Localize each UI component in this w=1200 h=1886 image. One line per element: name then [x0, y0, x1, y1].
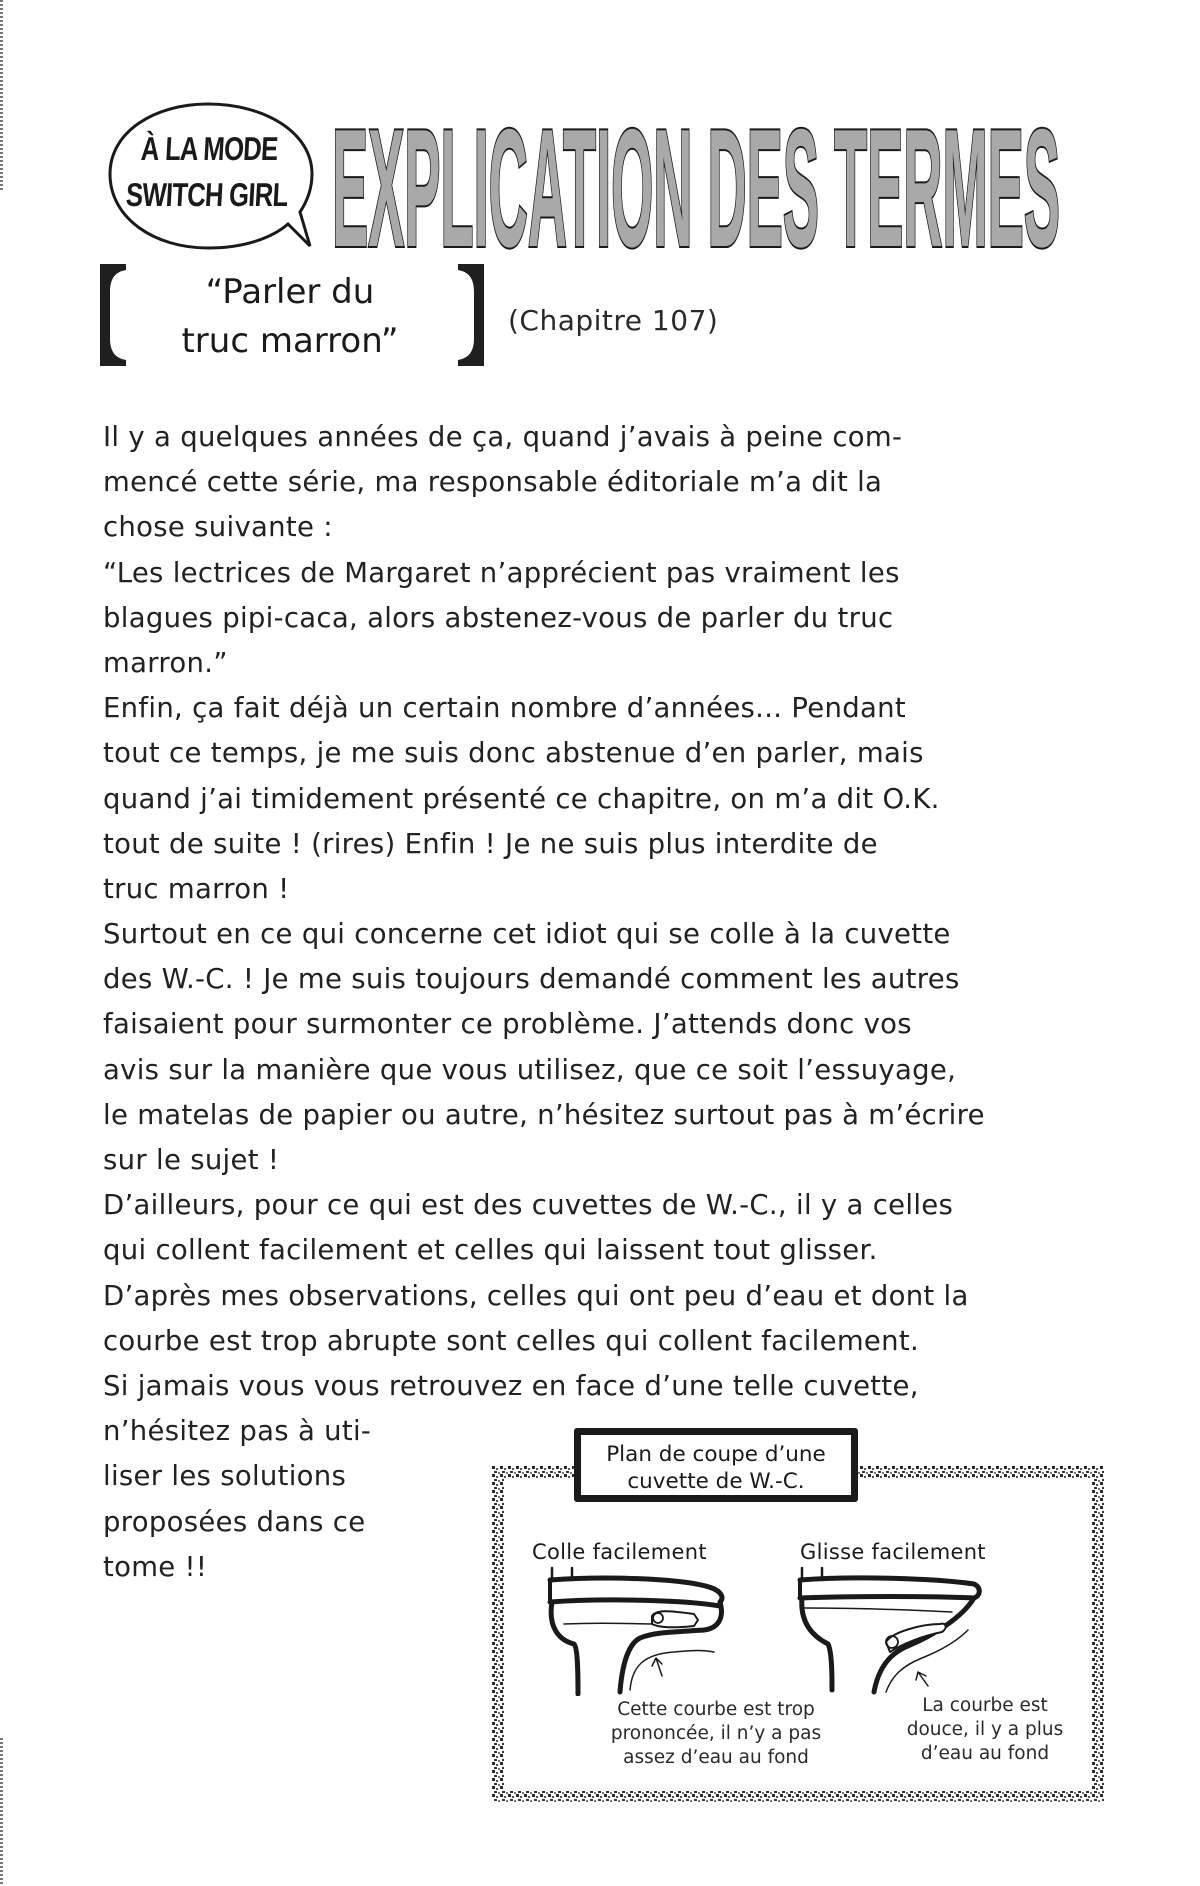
body-text-line: tout ce temps, je me suis donc abstenue d’en parler, mais: [103, 737, 924, 770]
body-text-line: sur le sujet !: [103, 1144, 280, 1176]
page-title-graphic: [326, 100, 1066, 260]
body-text-line: marron.”: [103, 646, 228, 679]
caption-gentle-curve: [876, 1694, 1094, 1766]
term-heading-line-2: truc marron”: [181, 321, 399, 361]
body-text-line: n’hésitez pas à uti-: [103, 1415, 372, 1448]
page-title: [326, 100, 1066, 260]
label-sticks-easily: Colle facilement: [532, 1540, 707, 1564]
right-bracket-icon: [454, 262, 488, 368]
body-text-line: des W.-C. ! Je me suis toujours demandé comment les autres: [103, 963, 960, 996]
caption-gentle-line-3: d’eau au fond: [920, 1743, 1050, 1764]
body-text-line: chose suivante :: [103, 511, 333, 544]
body-text-line: Surtout en ce qui concerne cet idiot qui se colle à la cuvette: [103, 918, 951, 951]
body-text-line: mencé cette série, ma responsable éditoriale m’a dit la: [103, 466, 883, 499]
term-heading: [140, 268, 440, 366]
caption-gentle-line-1: La courbe est: [922, 1695, 1048, 1716]
body-text-line: truc marron !: [103, 872, 290, 905]
page-title-text: EXPLICATION DES TERMES: [332, 100, 1060, 260]
page-edge-dots: [0, 1738, 3, 1886]
toilet-cross-section-diagram: [492, 1442, 1104, 1802]
body-text-line: tout de suite ! (rires) Enfin ! Je ne suis plus interdite de: [103, 827, 878, 860]
diagram-title-box: [574, 1428, 858, 1502]
body-text-line: Il y a quelques années de ça, quand j’avais à peine com-: [103, 421, 903, 453]
body-text: [103, 415, 1063, 1590]
caption-gentle-line-2: douce, il y a plus: [906, 1719, 1064, 1740]
diagram-title-line-1: Plan de coupe d’une: [606, 1442, 826, 1467]
body-text-line: D’après mes observations, celles qui ont peu d’eau et dont la: [103, 1279, 969, 1312]
body-text-line: qui collent facilement et celles qui laissent tout glisser.: [103, 1234, 878, 1267]
page-edge-dots: [0, 0, 3, 190]
body-text-line: D’ailleurs, pour ce qui est des cuvettes de W.-C., il y a celles: [103, 1189, 954, 1222]
body-text-line: le matelas de papier ou autre, n’hésitez surtout pas à m’écrire: [103, 1098, 985, 1131]
body-text-line: blagues pipi-caca, alors abstenez-vous de parler du truc: [103, 601, 894, 634]
caption-steep-line-3: assez d’eau au fond: [623, 1747, 809, 1768]
body-text-line: “Les lectrices de Margaret n’apprécient pas vraiment les: [103, 556, 900, 589]
series-name-line-2: SWITCH GIRL: [124, 176, 289, 213]
chapter-reference: (Chapitre 107): [508, 304, 719, 337]
diagram-title-line-2: cuvette de W.-C.: [627, 1469, 805, 1494]
toilet-gentle-curve-icon: [792, 1566, 992, 1696]
series-name-line-1: À LA MODE: [140, 130, 279, 167]
body-text-line: courbe est trop abrupte sont celles qui collent facilement.: [103, 1324, 920, 1357]
caption-steep-curve: [596, 1698, 836, 1770]
term-heading-line-1: “Parler du: [205, 272, 375, 312]
series-name: [124, 126, 291, 218]
body-text-line: proposées dans ce: [103, 1505, 366, 1538]
series-speech-bubble: [104, 100, 312, 252]
label-slides-easily: Glisse facilement: [800, 1540, 986, 1564]
body-text-line: avis sur la manière que vous utilisez, que ce soit l’essuyage,: [103, 1053, 957, 1086]
body-text-line: Si jamais vous vous retrouvez en face d’une telle cuvette,: [103, 1369, 919, 1402]
caption-steep-line-2: prononcée, il n’y a pas: [610, 1723, 822, 1744]
body-text-line: quand j’ai timidement présenté ce chapitre, on m’a dit O.K.: [103, 782, 940, 815]
left-bracket-icon: [96, 262, 130, 368]
body-text-line: faisaient pour surmonter ce problème. J’attends donc vos: [103, 1008, 912, 1041]
body-text-line: tome !!: [103, 1550, 208, 1583]
body-text-line: liser les solutions: [103, 1460, 347, 1493]
caption-steep-line-1: Cette courbe est trop: [617, 1699, 815, 1720]
body-text-line: Enfin, ça fait déjà un certain nombre d’années... Pendant: [103, 692, 906, 725]
toilet-steep-curve-icon: [544, 1566, 744, 1696]
